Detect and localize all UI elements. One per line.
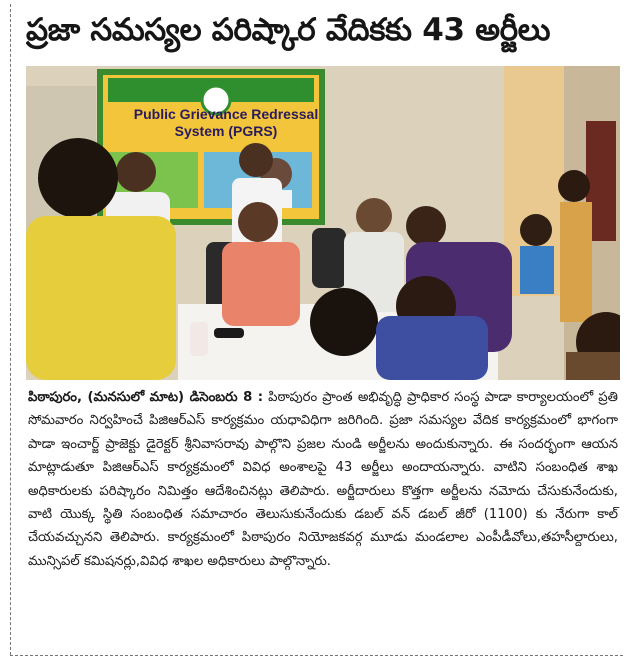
article-body (28, 386, 618, 573)
cut-line-left (10, 4, 11, 655)
cut-line-bottom (10, 655, 623, 656)
dateline: పిఠాపురం, (మనసులో మాట) డిసెంబరు 8 : (28, 390, 264, 405)
article-text: పిఠాపురం ప్రాంత అభివృద్ధి ప్రాధికార సంస్థ పాడా కార్యాలయంలో ప్రతి సోమవారం నిర్వహించే పిజిఆర్ఎస్ కార్యక్రమం యధావిధిగా జరిగింది. ప్రజా సమస్యల వేదిక కార్యక్రమంలో భాగంగా పాడా ఇంచార్జ్ ప్రాజెక్టు డైరెక్టర్ శ్రీనివాసరావు పాల్గొని ప్రజల నుండి అర్జీలను అందుకున్నారు. ఈ సందర్భంగా ఆయన మాట్లాడుతూ పిజిఆర్ఎస్ కార్యక్రమంలో వివిధ అంశాలపై 43 అర్జీలు అందాయన్నారు. వాటిని సంబంధిత శాఖ అధికారులకు పరిష్కారం నిమిత్తం ఆదేశించినట్లు తెలిపారు. అర్జీదారులు కొత్తగా అర్జీలను నమోదు చేసుకునేందుకు, వాటి యొక్క స్థితి సంబంధిత సమాచారం తెలుసుకునేందుకు డబల్ వన్ డబల్ జీరో (1100) కు నేరుగా కాల్ చేయవచ్చునని తెలిపారు. కార్యక్రమంలో పిఠాపురం నియోజకవర్గ మూడు మండలాల ఎంపీడీవోలు,తహసీల్దారులు, మున్సిపల్ కమిషనర్లు,వివిధ శాఖల అధికారులు పాల్గొన్నారు. (28, 390, 618, 569)
banner-title: Public Grievance Redressal System (PGRS) (133, 106, 319, 139)
news-photo (26, 66, 620, 380)
headline: ప్రజా సమస్యల పరిష్కార వేదికకు 43 అర్జీలు (26, 12, 551, 48)
